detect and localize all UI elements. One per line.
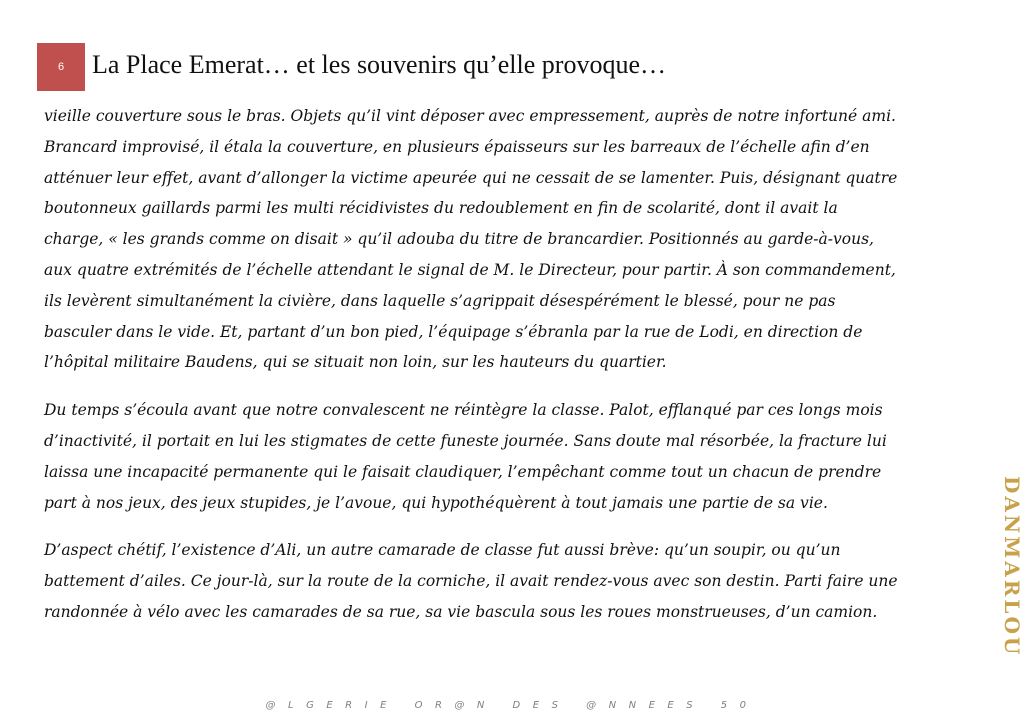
text-line: randonnée à vélo avec les camarades de sa rue, sa vie bascula sous les roues monstrueuses, d’un camion. [44,602,878,621]
text-line: Brancard improvisé, il étala la couverture, en plusieurs épaisseurs sur les barreaux de l’échelle afin d’en [44,137,870,156]
page-title: La Place Emerat… et les souvenirs qu’elle provoque… [92,50,666,79]
footer-text: @LGERIE OR@N DES @NNEES 50 [265,700,759,711]
paragraph-3 [44,535,994,627]
side-author-label: DANMARLOU [1000,476,1024,658]
text-line: part à nos jeux, des jeux stupides, je l’avoue, qui hypothéquèrent à tout jamais une partie de sa vie. [44,493,828,512]
text-line: Du temps s’écoula avant que notre convalescent ne réintègre la classe. Palot, efflanqué par ces longs mois [44,401,883,420]
text-line: charge, « les grands comme on disait » qu’il adouba du titre de brancardier. Positionnés au garde-à-vous, [44,230,874,249]
text-line: vieille couverture sous le bras. Objets qu’il vint déposer avec empressement, auprès de notre infortuné ami. [44,107,896,125]
text-line: d’inactivité, il portait en lui les stigmates de cette funeste journée. Sans doute mal résorbée, la fracture lui [44,431,887,450]
text-line: basculer dans le vide. Et, partant d’un bon pied, l’équipage s’ébranla par la rue de Lodi, en direction de [44,322,863,341]
text-line: l’hôpital militaire Baudens, qui se situait non loin, sur les hauteurs du quartier. [44,353,667,372]
text-line: boutonneux gaillards parmi les multi récidivistes du redoublement en fin de scolarité, dont il avait la [44,199,838,218]
paragraph-1 [44,101,994,378]
text-line: ils levèrent simultanément la civière, dans laquelle s’agrippait désespérément le blessé, pour ne pas [44,291,836,310]
text-line: D’aspect chétif, l’existence d’Ali, un autre camarade de classe fut aussi brève: qu’un soupir, ou qu’un [44,541,841,560]
page-number: 6 [57,61,65,73]
text-line: aux quatre extrémités de l’échelle attendant le signal de M. le Directeur, pour partir. À son commandement, [44,260,896,279]
page-number-box [37,43,85,91]
text-line: atténuer leur effet, avant d’allonger la victime apeurée qui ne cessait de se lamenter. Puis, désignant quatre [44,168,898,187]
text-line: battement d’ailes. Ce jour-là, sur la route de la corniche, il avait rendez-vous avec son destin. Parti faire une [44,572,898,591]
text-line: laissa une incapacité permanente qui le faisait claudiquer, l’empêchant comme tout un chacun de prendre [44,462,882,481]
paragraph-2 [44,395,994,518]
body-text [44,101,994,645]
